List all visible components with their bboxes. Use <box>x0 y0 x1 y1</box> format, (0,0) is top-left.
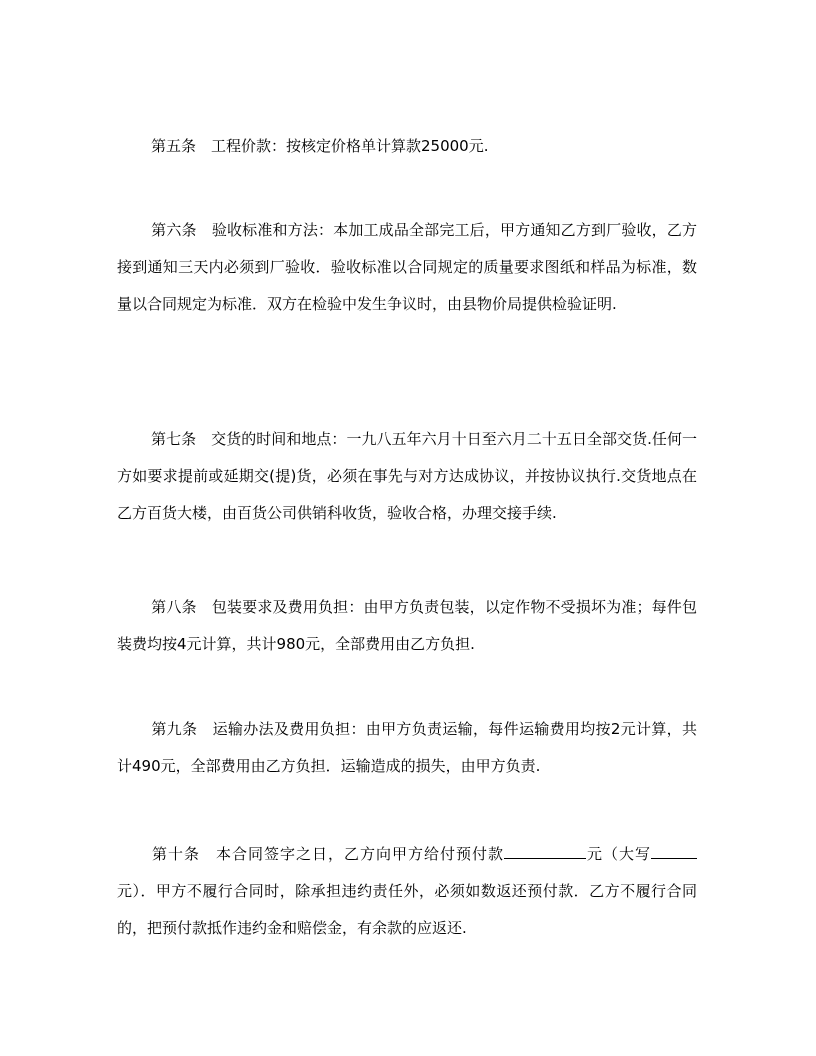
prepayment-amount-blank <box>504 844 586 859</box>
article-10-text-3: 元）．甲方不履行合同时，除承担违约责任外，必须如数返还预付款．乙方不履行合同的，把预付款抵作违约金和赔偿金，有余款的应返还. <box>117 882 697 937</box>
article-6-text: 第六条 验收标准和方法：本加工成品全部完工后，甲方通知乙方到厂验收，乙方接到通知三天内必须到厂验收．验收标准以合同规定的质量要求图纸和样品为标准，数量以合同规定为标准．双方在检验中发生争议时，由县物价局提供检验证明. <box>117 221 697 313</box>
article-7-text: 第七条 交货的时间和地点：一九八五年六月十日至六月二十五日全部交货.任何一方如要求提前或延期交(提)货，必须在事先与对方达成协议，并按协议执行.交货地点在乙方百货大楼，由百货公司供销科收货，验收合格，办理交接手续. <box>117 430 697 522</box>
article-8-text: 第八条 包装要求及费用负担：由甲方负责包装，以定作物不受损坏为准；每件包装费均按4元计算，共计980元，全部费用由乙方负担. <box>117 598 697 653</box>
article-9-text: 第九条 运输办法及费用负担：由甲方负责运输，每件运输费用均按2元计算，共计490元，全部费用由乙方负担．运输造成的损失，由甲方负责. <box>117 720 697 775</box>
article-8 <box>117 589 697 663</box>
article-5 <box>117 128 697 165</box>
amount-in-words-blank <box>651 844 697 859</box>
article-7 <box>117 421 697 532</box>
article-10-text-2: 元（大写 <box>585 845 651 863</box>
article-10 <box>117 836 697 947</box>
article-9 <box>117 711 697 785</box>
article-6 <box>117 212 697 323</box>
article-5-text: 第五条 工程价款：按核定价格单计算款25000元. <box>151 137 489 155</box>
article-10-text-1: 第十条 本合同签字之日，乙方向甲方给付预付款 <box>151 845 504 863</box>
